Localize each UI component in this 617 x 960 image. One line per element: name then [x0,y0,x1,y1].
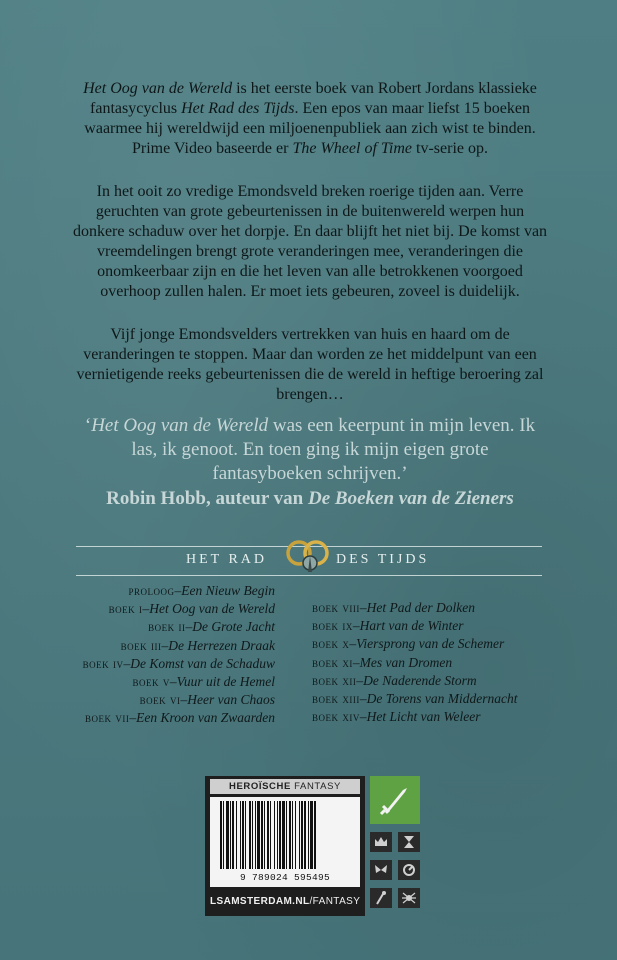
barcode-bar [255,801,256,869]
book-list-item [312,672,518,690]
barcode-bar [230,801,231,869]
book-list-item [312,690,518,708]
url-bold: LSAMSTERDAM.NL [210,896,310,907]
book-title: Viersprong van de Schemer [356,636,505,652]
book-number: boek viii [312,600,360,615]
blurb-story: In het ooit zo vredige Emondsveld breken roerige tijden aan. Verre geruchten van grote gebeurtenissen in de buitenwereld werpen hun donkere schaduw over het dorpje. En daar blijft het niet bij. De komst van vreemdelingen brengt grote veranderingen mee, veranderingen die onomkeerbaar zijn en die het leven van alle betrokkenen voorgoed overhoop zullen halen. Er moet iets gebeuren, zoveel is duidelijk. [72,183,548,300]
book-number: boek xiv [312,709,360,725]
book-separator: – [180,692,188,708]
barcode-bar [286,801,287,869]
dragon-tile [398,860,420,880]
book-title: De Grote Jacht [192,619,275,635]
quote-text: was een keerpunt in mijn leven. Ik las, ik genoot. En toen ging ik mijn eigen grote fantasyboeken schrijven.’ [131,415,536,484]
book-separator: – [359,600,367,615]
barcode-bar [310,801,313,869]
book-number: boek vii [85,710,130,726]
barcode-bar [308,801,309,869]
book-list-right [312,599,518,726]
book-title: Mes van Dromen [359,654,453,670]
barcode-bar [240,801,241,869]
crown-icon [373,835,389,849]
book-list-item [312,599,518,617]
book-number: boek iii [120,637,162,653]
series-title-left: HET RAD [186,552,268,567]
genre-rest: FANTASY [290,781,341,792]
book-list-item [83,709,275,727]
book-list-item [83,600,275,618]
blurb-intro [70,79,550,159]
book-separator: – [185,619,193,635]
series-name: Het Rad des Tijds [181,100,295,117]
isbn: 9 789024 595495 [239,872,330,883]
book-title: Het Oog van de Wereld [149,601,275,617]
barcode-bar [270,801,271,869]
book-number: boek iv [82,655,124,671]
barcode-bar [314,801,316,869]
book-list-item [83,673,275,691]
book-separator: – [142,601,150,617]
barcode-bar [245,801,246,869]
book-list-item [312,617,518,635]
spider-icon [401,890,417,906]
sword-icon [377,782,413,818]
book-title: Het Pad der Dolken [366,600,475,615]
barcode-bar [223,801,224,869]
dragon-icon [401,863,417,877]
book-separator: – [359,709,367,725]
book-number: boek ii [148,619,186,635]
quote-book-title: Het Oog van de Wereld [91,415,269,436]
barcode-bar [301,801,303,869]
review-quote [80,414,540,486]
barcode-bar [242,801,244,869]
author-work: De Boeken van de Zieners [308,488,514,509]
publisher-label [205,776,365,916]
book-list-item [83,655,275,673]
spider-tile [398,888,420,908]
book-list-item [312,708,518,726]
barcode-bar [299,801,300,869]
barcode-bar [289,801,291,869]
author-name: Robin Hobb, auteur van [106,488,309,509]
blurb-text: is het eerste boek van Robert Jordans klassieke fantasycyclus [90,80,537,117]
book-number: boek i [108,601,143,617]
book-number: proloog [128,583,175,598]
barcode-box [210,797,360,887]
blurb-text: tv-serie op. [412,140,488,157]
book-separator: – [356,672,364,688]
barcode-bar [267,801,269,869]
wand-tile [370,888,392,908]
barcode-bar [252,801,253,869]
book-number: boek xi [312,654,353,670]
barcode-bar [304,801,306,869]
genre-bold: HEROÏSCHE [229,781,291,792]
book-separator: – [359,691,367,707]
barcode-bar [261,801,263,869]
book-number: boek xiii [312,691,360,707]
book-list-item [312,635,518,653]
book-title: De Naderende Storm [363,672,477,688]
hourglass-tile [398,832,420,852]
butterfly-tile [370,860,392,880]
barcode-bar [264,801,265,869]
book-number: boek ix [312,618,353,634]
barcode-bar [282,801,285,869]
barcode-bar [274,801,275,869]
book-number: boek x [312,636,350,652]
show-title: The Wheel of Time [292,140,413,157]
book-title: Het Oog van de Wereld [83,80,233,97]
book-list-item [83,618,275,636]
book-separator: – [352,654,360,670]
genre-bar [210,779,360,794]
book-separator: – [174,583,182,598]
book-title: De Herrezen Draak [168,637,275,653]
book-list-item [83,637,275,655]
book-separator: – [123,655,131,671]
barcode-bar [277,801,278,869]
wand-icon [373,890,389,906]
genre-tile [370,776,420,824]
book-list-item [83,691,275,709]
blurb-hook: Vijf jonge Emondsvelders vertrekken van huis en haard om de veranderingen te stoppen. Maar dan worden ze het middelpunt van een vernietigende reeks gebeurtenissen die de wereld in heftige beroering zal brengen… [76,326,544,403]
series-title-right: DES TIJDS [336,552,430,567]
quote-mark: ‘ [84,415,92,436]
rings-emblem-icon [280,534,336,578]
book-number: boek v [132,674,170,690]
book-separator: – [349,636,357,652]
barcode-bar [220,801,222,869]
book-separator: – [161,637,169,653]
book-number: boek vi [139,692,181,708]
book-list-item [83,582,275,600]
book-separator: – [129,710,137,726]
butterfly-icon [373,863,389,877]
book-title: Vuur uit de Hemel [176,674,275,690]
blurb-text: . Een epos van maar liefst 15 boeken waarmee hij wereldwijd een miljoenenpubliek aan zich wist te binden. Prime Video baseerde er [84,100,536,157]
book-list-left [83,582,275,728]
url-rest: /FANTASY [309,896,361,907]
book-title: Het Licht van Weleer [366,709,481,725]
quote-author [80,487,540,511]
publisher-url [210,893,360,911]
book-title: De Komst van de Schaduw [130,655,275,671]
crown-tile [370,832,392,852]
hourglass-icon [402,835,416,849]
book-separator: – [169,674,177,690]
book-title: Heer van Chaos [187,692,275,708]
book-separator: – [352,618,360,634]
barcode-bar [232,801,234,869]
barcode-bar [257,801,260,869]
book-title: Hart van de Winter [359,618,464,634]
barcode-bar [226,801,229,869]
book-title: De Torens van Middernacht [366,691,518,707]
book-title: Een Kroon van Zwaarden [136,710,275,726]
barcode-bar [236,801,237,869]
book-list-item [312,654,518,672]
barcode-bar [292,801,293,869]
barcode-bar [249,801,251,869]
barcode [218,801,352,871]
book-title: Een Nieuw Begin [181,583,275,598]
barcode-bar [279,801,281,869]
barcode-bar [295,801,296,869]
book-number: boek xii [312,672,357,688]
